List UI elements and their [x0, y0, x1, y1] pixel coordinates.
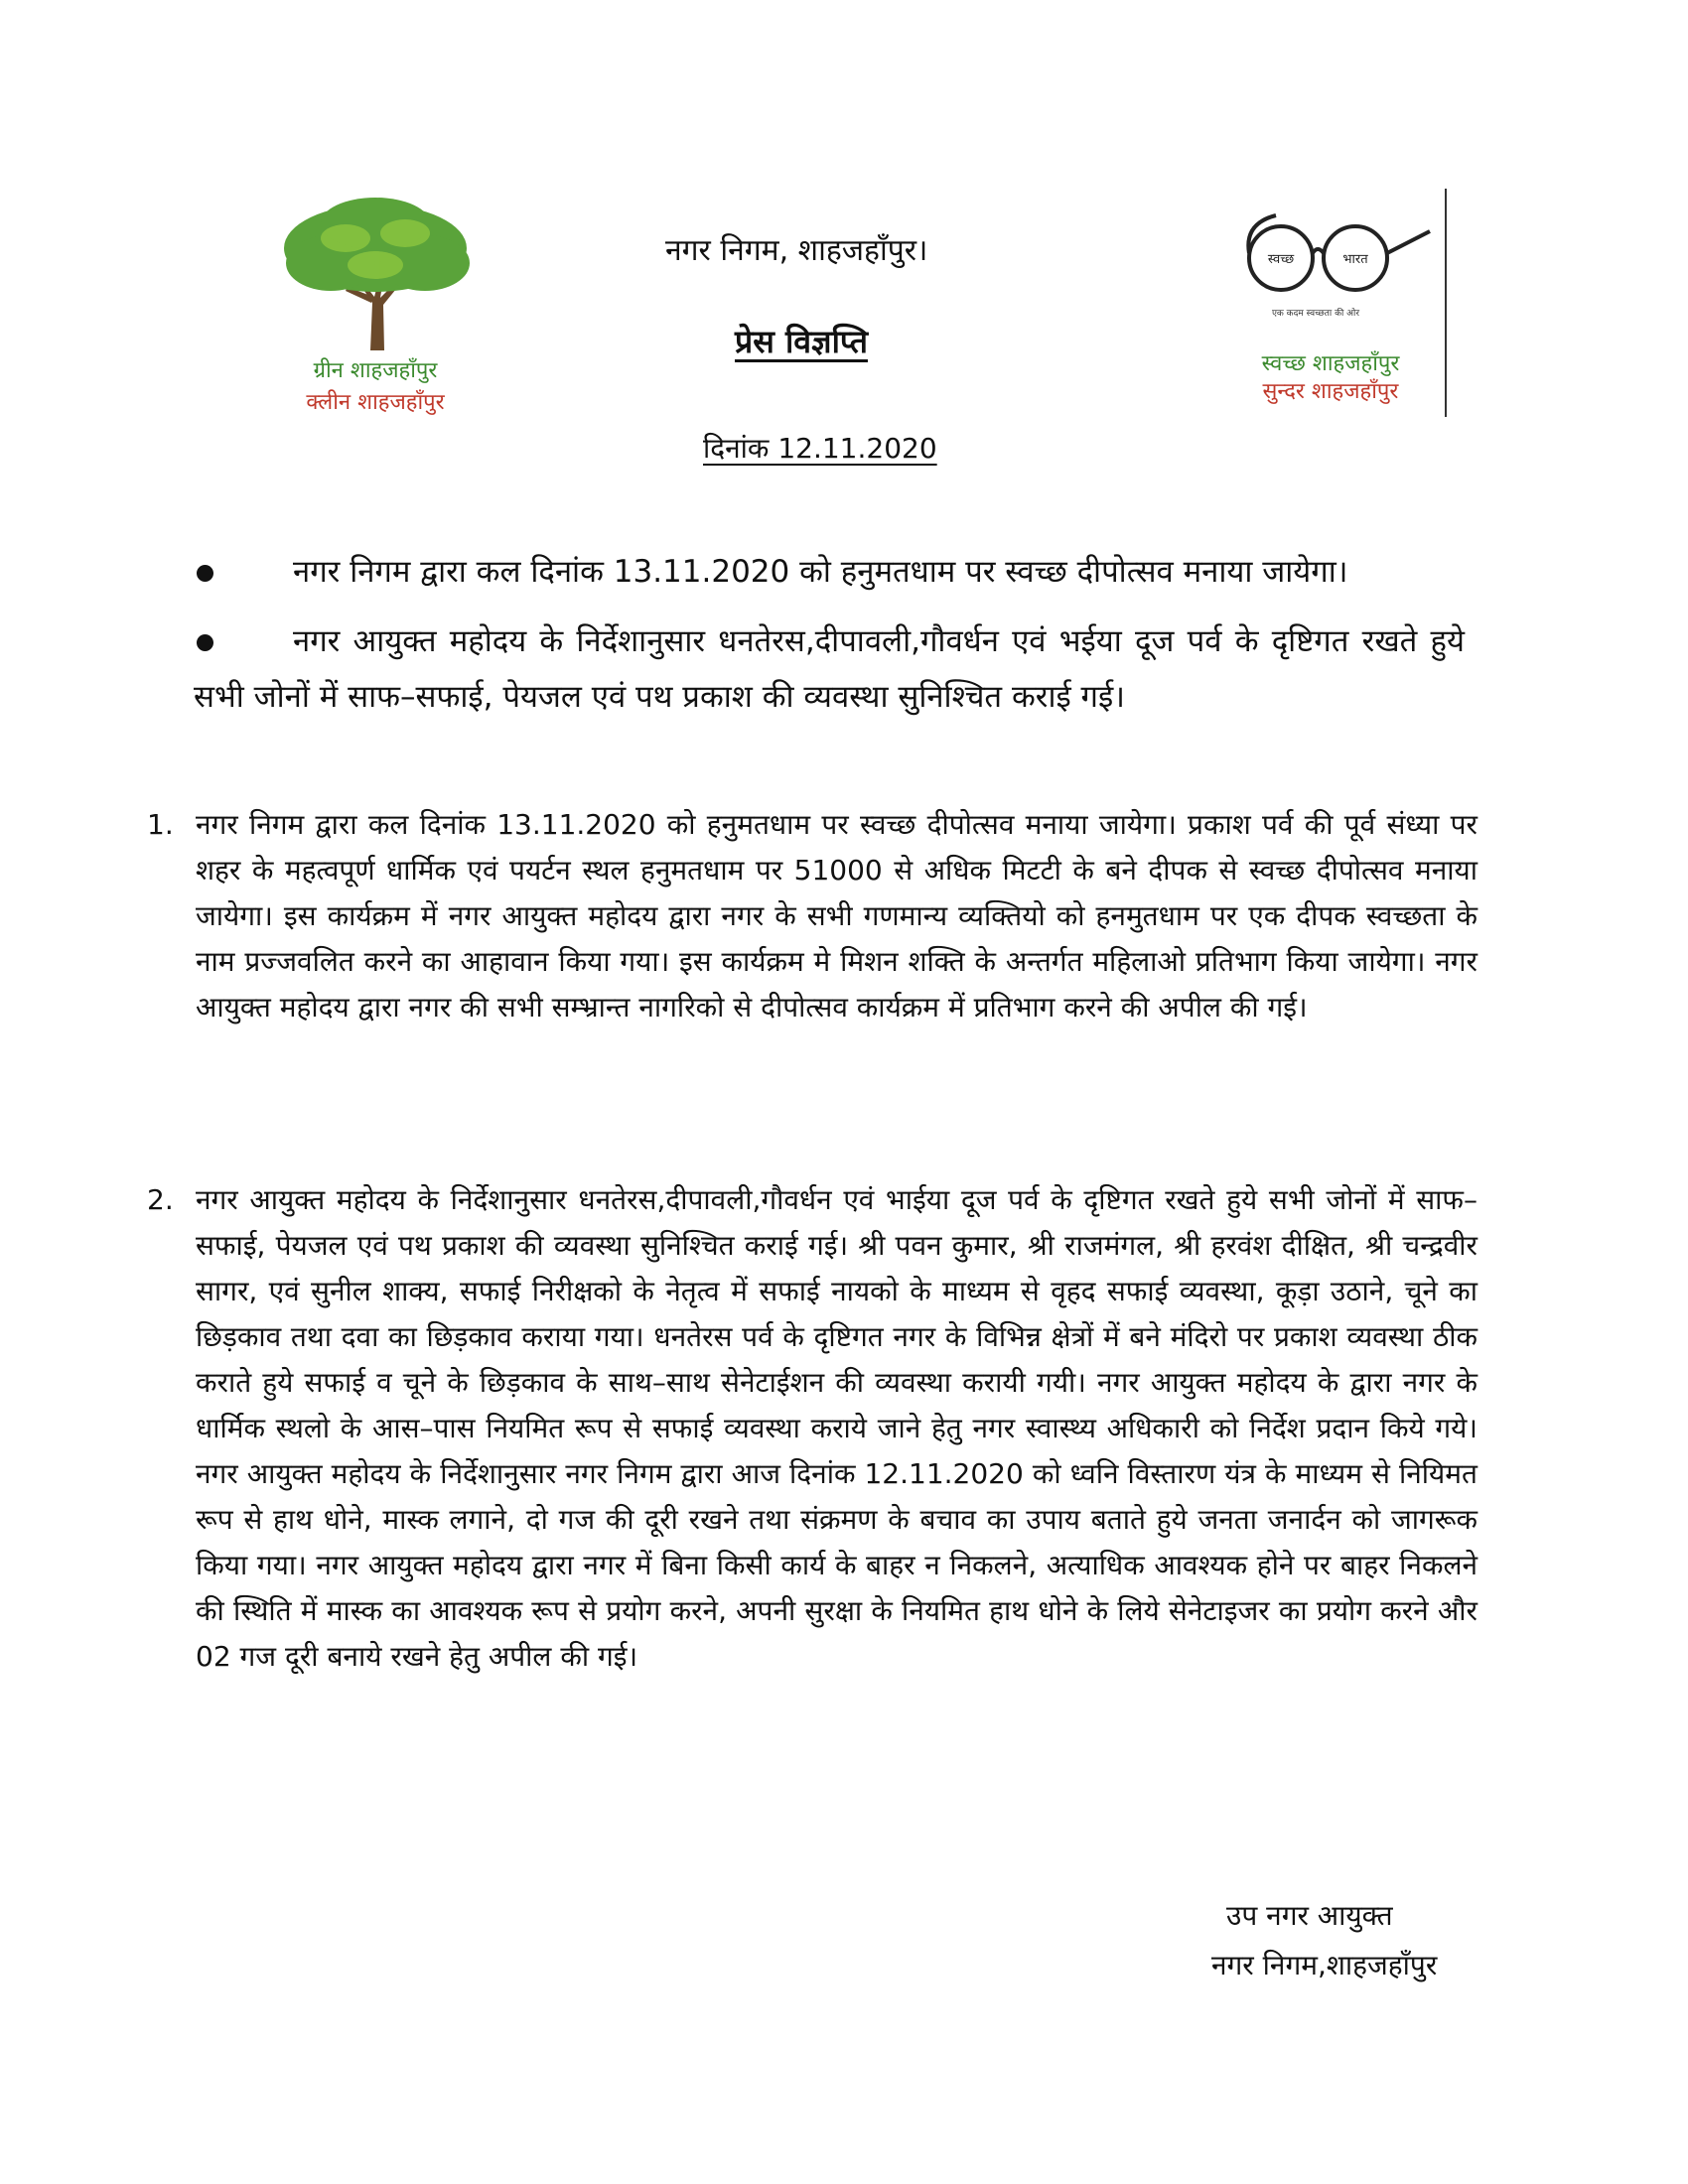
numbered-paragraph [147, 1177, 1477, 1680]
signature-designation: उप नगर आयुक्त [1226, 1899, 1393, 1932]
bullet-item [194, 544, 1465, 600]
lens-right-text: भारत [1342, 252, 1368, 267]
bullet-text: नगर निगम द्वारा कल दिनांक 13.11.2020 को हनुमतधाम पर स्वच्छ दीपोत्सव मनाया जायेगा। [293, 554, 1348, 590]
paragraph-text: नगर आयुक्त महोदय के निर्देशानुसार धनतेरस,दीपावली,गौवर्धन एवं भाईया दूज पर्व के दृष्टिगत रखते हुये सभी जोनों में साफ–सफाई, पेयजल एवं पथ प्रकाश की व्यवस्था सुनिश्चित कराई गई। श्री पवन कुमार, श्री राजमंगल, श्री हरवंश दीक्षित, श्री चन्द्रवीर सागर, एवं सुनील शाक्य, सफाई निरीक्षको के नेतृत्व में सफाई नायको के माध्यम से वृहद सफाई व्यवस्था, कूड़ा उठाने, चूने का छिड़काव तथा दवा का छिड़काव कराया गया। धनतेरस पर्व के दृष्टिगत नगर के विभिन्न क्षेत्रों में बने मंदिरो पर प्रकाश व्यवस्था ठीक कराते हुये सफाई व चूने के छिड़काव के साथ–साथ सेनेटाईशन की व्यवस्था करायी गयी। नगर आयुक्त महोदय के द्वारा नगर के धार्मिक स्थलो के आस–पास नियमित रूप से सफाई व्यवस्था कराये जाने हेतु नगर स्वास्थ्य अधिकारी को निर्देश प्रदान किये गये। नगर आयुक्त महोदय के निर्देशानुसार नगर निगम द्वारा आज दिनांक 12.11.2020 को ध्वनि विस्तारण यंत्र के माध्यम से नियिमत रूप से हाथ धोने, मास्क लगाने, दो गज की दूरी रखने तथा संक्रमण के बचाव का उपाय बताते हुये जनता जनार्दन को जागरूक किया गया। नगर आयुक्त महोदय द्वारा नगर में बिना किसी कार्य के बाहर न निकलने, अत्याधिक आवश्यक होने पर बाहर निकलने की स्थिति में मास्क का आवश्यक रूप से प्रयोग करने, अपनी सुरक्षा के नियमित हाथ धोने के लिये सेनेटाइजर का प्रयोग करने और 02 गज दूरी बनाये रखने हेतु अपील की गई। [196, 1183, 1477, 1673]
logo-left-line1: ग्रीन शाहजहाँपुर [313, 358, 438, 383]
lens-left-text: स्वच्छ [1267, 252, 1295, 267]
logo-right-line2: सुन्दर शाहजहाँपुर [1262, 379, 1399, 404]
bullet-dot [194, 614, 293, 669]
paragraph-number: 2. [147, 1183, 174, 1216]
page-title: प्रेस विज्ञप्ति [735, 323, 868, 360]
swachh-bharat-logo [1221, 189, 1460, 427]
glasses-icon [1236, 204, 1435, 313]
green-shahjahanpur-logo [256, 194, 494, 422]
signature-office: नगर निगम,शाहजहाँपुर [1211, 1949, 1438, 1981]
tree-icon [276, 194, 475, 352]
paragraph-text: नगर निगम द्वारा कल दिनांक 13.11.2020 को हनुमतधाम पर स्वच्छ दीपोत्सव मनाया जायेगा। प्रकाश पर्व की पूर्व संध्या पर शहर के महत्वपूर्ण धार्मिक एवं पयर्टन स्थल हनुमतधाम पर 51000 से अधिक मिटटी के बने दीपक से स्वच्छ दीपोत्सव मनाया जायेगा। इस कार्यक्रम में नगर आयुक्त महोदय द्वारा नगर के सभी गणमान्य व्यक्तियो को हनमुतधाम पर एक दीपक स्वच्छता के नाम प्रज्जवलित करने का आहावान किया गया। इस कार्यक्रम मे मिशन शक्ति के अन्तर्गत महिलाओ प्रतिभाग किया जायेगा। नगर आयुक्त महोदय द्वारा नगर की सभी सम्भ्रान्त नागरिको से दीपोत्सव कार्यक्रम में प्रतिभाग करने की अपील की गई। [196, 808, 1477, 1024]
numbered-paragraph [147, 802, 1477, 1030]
logo-tagline: एक कदम स्वच्छता की ओर [1271, 309, 1360, 319]
logo-left-line2: क्लीन शाहजहाँपुर [306, 390, 445, 415]
logo-divider [1445, 189, 1447, 417]
organization-name: नगर निगम, शाहजहाँपुर। [665, 233, 928, 268]
paragraph-number: 1. [147, 808, 174, 841]
release-date: दिनांक 12.11.2020 [703, 432, 937, 465]
summary-bullets [194, 544, 1465, 725]
logo-right-line1: स्वच्छ शाहजहाँपुर [1261, 351, 1400, 376]
bullet-text: नगर आयुक्त महोदय के निर्देशानुसार धनतेरस,दीपावली,गौवर्धन एवं भईया दूज पर्व के दृष्टिगत रखते हुये सभी जोनों में साफ–सफाई, पेयजल एवं पथ प्रकाश की व्यवस्था सुनिश्चित कराई गई। [194, 623, 1465, 715]
signature-block [1211, 1891, 1437, 1990]
bullet-dot [194, 544, 293, 600]
bullet-item [194, 614, 1465, 725]
